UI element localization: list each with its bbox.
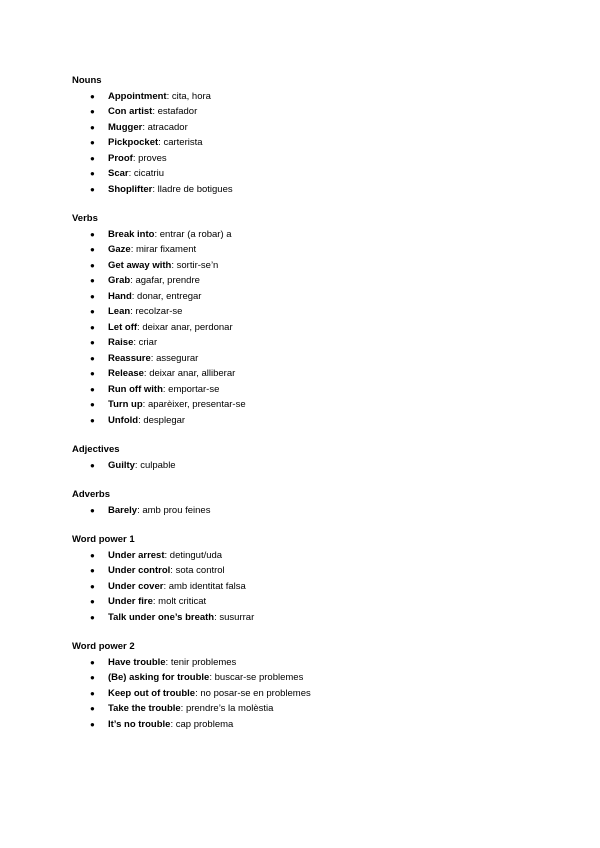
vocab-term: Keep out of trouble [108, 687, 196, 699]
list-item [72, 610, 600, 626]
term-separator: : [195, 687, 201, 699]
vocab-translation: recolzar-se [135, 306, 183, 317]
vocab-section [72, 211, 600, 428]
vocab-term: Get away with [108, 259, 172, 271]
bullet-icon: ● [90, 169, 95, 178]
vocab-translation: criar [138, 337, 158, 348]
list-item [72, 397, 600, 413]
term-separator: : [130, 306, 136, 317]
list-item [72, 413, 600, 429]
vocab-translation: estafador [157, 106, 198, 117]
bullet-icon: ● [90, 505, 95, 515]
vocab-term: (Be) asking for trouble [108, 672, 210, 683]
vocab-translation: assegurar [156, 352, 199, 364]
vocab-translation: molt criticat [158, 596, 207, 607]
bullet-icon: ● [90, 276, 95, 285]
vocab-translation: lladre de botigues [157, 183, 233, 195]
term-separator: : [152, 596, 159, 607]
section-heading: Word power 2 [72, 641, 135, 652]
bullet-icon: ● [90, 229, 95, 239]
vocab-term: Appointment [108, 90, 167, 102]
bullet-icon: ● [90, 260, 95, 270]
vocab-translation: cicatriu [133, 168, 164, 179]
vocab-term: Lean [108, 306, 131, 317]
vocab-translation: mirar fixament [136, 244, 197, 255]
term-separator: : [130, 275, 136, 286]
vocab-term: Pickpocket [108, 137, 159, 148]
list-item [72, 548, 600, 564]
vocab-translation: detingut/uda [169, 549, 223, 561]
vocab-list [72, 655, 600, 733]
vocab-term: Run off with [108, 383, 163, 395]
list-item [72, 594, 600, 610]
term-separator: : [137, 321, 143, 333]
term-separator: : [152, 106, 158, 117]
list-item [72, 366, 600, 382]
bullet-icon: ● [90, 673, 95, 682]
vocab-term: Unfold [108, 414, 139, 426]
vocab-translation: aparèixer, presentar-se [147, 399, 246, 410]
term-separator: : [180, 703, 186, 714]
vocab-term: Under fire [108, 596, 153, 607]
list-item [72, 120, 600, 136]
vocab-translation: deixar anar, perdonar [142, 321, 233, 333]
bullet-icon: ● [90, 153, 95, 163]
list-item [72, 273, 600, 289]
vocab-translation: carterista [163, 137, 203, 148]
vocab-term: Mugger [108, 121, 143, 133]
vocab-term: It’s no trouble [108, 718, 171, 730]
bullet-icon: ● [90, 566, 95, 575]
vocab-translation: agafar, prendre [135, 275, 200, 286]
bullet-icon: ● [90, 245, 95, 254]
term-separator: : [170, 718, 176, 730]
list-item [72, 503, 600, 519]
list-item [72, 320, 600, 336]
list-item [72, 166, 600, 182]
bullet-icon: ● [90, 184, 95, 194]
bullet-icon: ● [90, 138, 95, 147]
bullet-icon: ● [90, 550, 95, 560]
bullet-icon: ● [90, 612, 95, 622]
vocab-translation: tenir problemes [170, 656, 237, 668]
section-heading: Verbs [72, 213, 98, 224]
list-item [72, 182, 600, 198]
vocab-list [72, 548, 600, 626]
term-separator: : [162, 383, 169, 395]
list-item [72, 242, 600, 258]
list-item [72, 289, 600, 305]
list-item [72, 563, 600, 579]
bullet-icon: ● [90, 415, 95, 425]
term-separator: : [158, 137, 164, 148]
section-heading: Nouns [72, 75, 102, 86]
vocab-translation: proves [138, 152, 167, 164]
vocab-translation: cita, hora [171, 90, 211, 102]
list-item [72, 258, 600, 274]
term-separator: : [152, 183, 158, 195]
term-separator: : [154, 228, 160, 240]
vocab-list [72, 89, 600, 198]
list-item [72, 89, 600, 105]
section-heading: Word power 1 [72, 534, 135, 545]
term-separator: : [131, 290, 138, 302]
vocab-term: Turn up [108, 399, 143, 410]
bullet-icon: ● [90, 597, 95, 606]
term-separator: : [138, 414, 144, 426]
list-item [72, 135, 600, 151]
vocab-list [72, 227, 600, 429]
vocab-term: Break into [108, 228, 155, 240]
vocab-section [72, 487, 600, 518]
vocab-translation: buscar-se problemes [214, 672, 304, 683]
vocab-section [72, 639, 600, 732]
term-separator: : [163, 580, 169, 592]
list-item [72, 382, 600, 398]
vocab-translation: prendre’s la molèstia [185, 703, 274, 714]
vocab-translation: cap problema [175, 718, 234, 730]
list-item [72, 104, 600, 120]
vocab-term: Proof [108, 152, 133, 164]
bullet-icon: ● [90, 91, 95, 101]
list-item [72, 717, 600, 733]
bullet-icon: ● [90, 657, 95, 667]
bullet-icon: ● [90, 688, 95, 698]
vocab-translation: donar, entregar [137, 290, 202, 302]
bullet-icon: ● [90, 122, 95, 132]
term-separator: : [214, 611, 220, 623]
bullet-icon: ● [90, 291, 95, 301]
bullet-icon: ● [90, 338, 95, 347]
term-separator: : [134, 459, 141, 471]
vocab-section [72, 442, 600, 473]
list-item [72, 579, 600, 595]
term-separator: : [132, 152, 139, 164]
section-heading: Adverbs [72, 489, 111, 500]
vocab-term: Guilty [108, 459, 135, 471]
vocab-translation: sota control [175, 565, 225, 576]
vocab-list [72, 503, 600, 519]
vocab-term: Con artist [108, 106, 153, 117]
term-separator: : [143, 368, 150, 379]
vocab-term: Under cover [108, 580, 164, 592]
vocab-term: Grab [108, 275, 131, 286]
vocab-translation: entrar (a robar) a [159, 228, 232, 240]
vocab-term: Raise [108, 337, 134, 348]
term-separator: : [128, 168, 134, 179]
list-item [72, 686, 600, 702]
vocab-section [72, 73, 600, 197]
term-separator: : [130, 244, 136, 255]
vocab-term: Take the trouble [108, 703, 181, 714]
vocab-term: Reassure [108, 352, 151, 364]
vocab-translation: sortir-se’n [176, 259, 219, 271]
list-item [72, 351, 600, 367]
vocab-term: Have trouble [108, 656, 166, 668]
vocab-translation: atracador [147, 121, 188, 133]
term-separator: : [171, 259, 177, 271]
vocab-translation: deixar anar, alliberar [149, 368, 236, 379]
list-item [72, 670, 600, 686]
bullet-icon: ● [90, 581, 95, 591]
vocab-term: Scar [108, 168, 129, 179]
section-heading: Adjectives [72, 444, 120, 455]
bullet-icon: ● [90, 704, 95, 713]
list-item [72, 304, 600, 320]
vocab-term: Gaze [108, 244, 131, 255]
bullet-icon: ● [90, 369, 95, 378]
vocab-section [72, 532, 600, 625]
vocab-translation: amb prou feines [142, 504, 211, 516]
vocab-translation: desplegar [143, 414, 186, 426]
vocab-term: Release [108, 368, 144, 379]
vocab-list [72, 458, 600, 474]
vocab-term: Under arrest [108, 549, 165, 561]
vocab-translation: emportar-se [168, 383, 220, 395]
term-separator: : [166, 90, 172, 102]
vocab-term: Shoplifter [108, 183, 153, 195]
term-separator: : [142, 399, 148, 410]
list-item [72, 151, 600, 167]
bullet-icon: ● [90, 322, 95, 332]
term-separator: : [209, 672, 215, 683]
bullet-icon: ● [90, 353, 95, 363]
term-separator: : [165, 656, 171, 668]
bullet-icon: ● [90, 307, 95, 316]
term-separator: : [142, 121, 148, 133]
list-item [72, 335, 600, 351]
term-separator: : [164, 549, 170, 561]
vocab-term: Talk under one’s breath [108, 611, 215, 623]
vocab-translation: no posar-se en problemes [200, 687, 311, 699]
list-item [72, 701, 600, 717]
list-item [72, 227, 600, 243]
vocab-translation: susurrar [219, 611, 255, 623]
term-separator: : [150, 352, 157, 364]
vocab-translation: amb identitat falsa [168, 580, 246, 592]
list-item [72, 458, 600, 474]
bullet-icon: ● [90, 719, 95, 729]
bullet-icon: ● [90, 460, 95, 470]
term-separator: : [133, 337, 139, 348]
vocab-translation: culpable [140, 459, 176, 471]
bullet-icon: ● [90, 107, 95, 116]
vocab-term: Let off [108, 321, 138, 333]
term-separator: : [137, 504, 143, 516]
vocab-term: Under control [108, 565, 171, 576]
vocab-term: Hand [108, 290, 132, 302]
list-item [72, 655, 600, 671]
bullet-icon: ● [90, 400, 95, 409]
bullet-icon: ● [90, 384, 95, 394]
term-separator: : [170, 565, 176, 576]
vocab-term: Barely [108, 504, 138, 516]
